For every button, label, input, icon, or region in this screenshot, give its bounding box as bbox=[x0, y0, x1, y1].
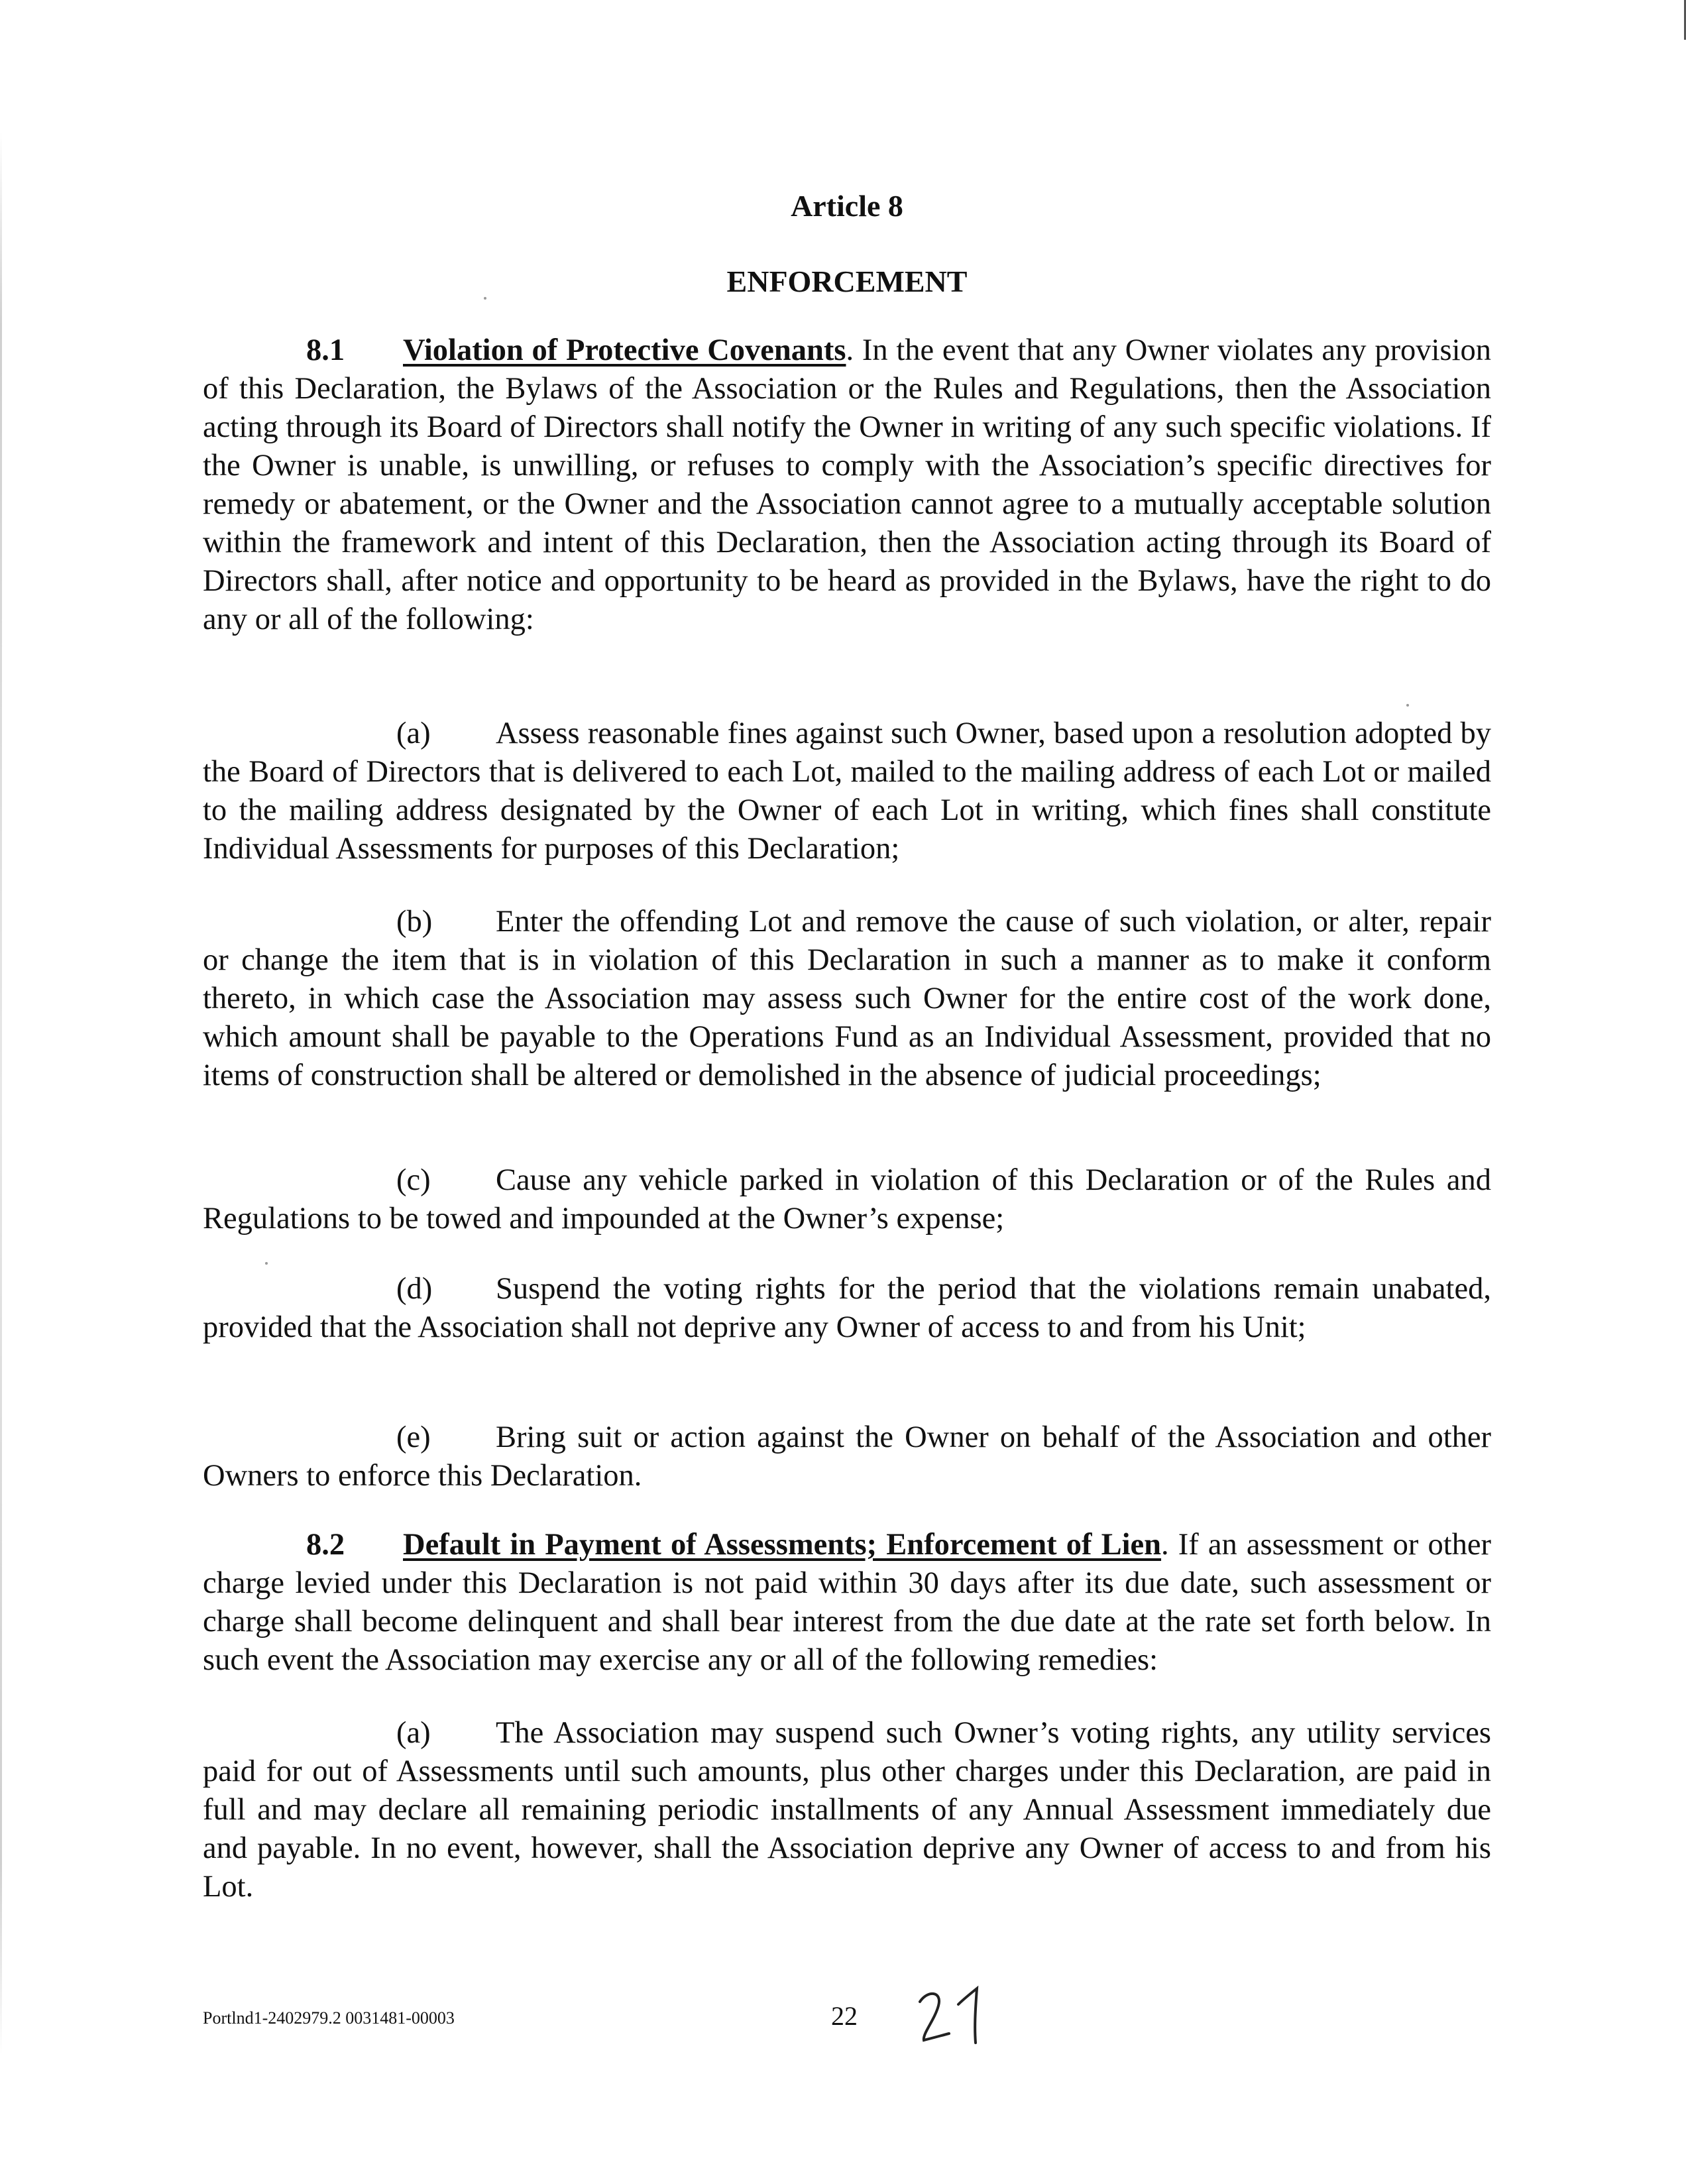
scan-speck bbox=[1406, 704, 1409, 707]
item-label: (a) bbox=[396, 717, 431, 750]
section-intro: . In the event that any Owner violates any provision of this Declaration, the Bylaws of the Association or the Rules and Regulations, then the Association acting through its Board of Directors shall notify the Owner in writing of any such specific violations. If the Owner is unable, is unwilling, or refuses to comply with the Association’s specific directives for remedy or abatement, or the Owner and the Association cannot agree to a mutually acceptable solution within the framework and intent of this Declaration, then the Association acting through its Board of Directors shall, after notice and opportunity to be heard as provided in the Bylaws, have the right to do any or all of the following: bbox=[203, 333, 1491, 636]
item-text: Assess reasonable fines against such Owner, based upon a resolution adopted by the Board of Directors that is delivered to each Lot, mailed to the mailing address of each Lot or mailed to the mailing address designated by the Owner of each Lot in writing, which fines shall constitute Individual Assessments for purposes of this Declaration; bbox=[203, 717, 1491, 866]
section-8-1-paragraph bbox=[203, 331, 1491, 639]
section-8-2-paragraph bbox=[203, 1526, 1491, 1680]
item-label: (a) bbox=[396, 1716, 431, 1750]
page-number: 22 bbox=[831, 2001, 858, 2031]
section-number: 8.1 bbox=[306, 333, 345, 367]
section-intro: . If an assessment or other charge levied under this Declaration is not paid within 30 days after its due date, such assessment or charge shall become delinquent and shall bear interest from the due date at the rate set forth below. In such event the Association may exercise any or all of the following remedies: bbox=[203, 1528, 1491, 1677]
section-8-2-item-a bbox=[203, 1714, 1491, 1906]
item-text: Bring suit or action against the Owner on behalf of the Association and other Owners to enforce this Declaration. bbox=[203, 1420, 1491, 1493]
item-text: Cause any vehicle parked in violation of this Declaration or of the Rules and Regulations to be towed and impounded at the Owner’s expense; bbox=[203, 1163, 1491, 1236]
document-reference: Portlnd1-2402979.2 0031481-00003 bbox=[203, 2008, 455, 2028]
item-text: The Association may suspend such Owner’s voting rights, any utility services paid for out of Assessments until such amounts, plus other charges under this Declaration, are paid in full and may declare all remaining periodic installments of any Annual Assessment immediately due and payable. In no event, however, shall the Association deprive any Owner of access to and from his Lot. bbox=[203, 1716, 1491, 1904]
section-8-1-item-b bbox=[203, 903, 1491, 1095]
article-title: ENFORCEMENT bbox=[726, 264, 968, 298]
section-8-1-item-c bbox=[203, 1161, 1491, 1238]
item-label: (e) bbox=[396, 1420, 431, 1454]
scan-edge-left bbox=[0, 133, 2, 2055]
scan-speck bbox=[265, 1262, 268, 1265]
section-8-1-item-e bbox=[203, 1418, 1491, 1495]
handwritten-page-number bbox=[915, 1982, 994, 2048]
item-text: Suspend the voting rights for the period that the violations remain unabated, provided that the Association shall not deprive any Owner of access to and from his Unit; bbox=[203, 1272, 1491, 1344]
item-text: Enter the offending Lot and remove the cause of such violation, or alter, repair or change the item that is in violation of this Declaration in such a manner as to make it conform thereto, in which case the Association may assess such Owner for the entire cost of the work done, which amount shall be payable to the Operations Fund as an Individual Assessment, provided that no items of construction shall be altered or demolished in the absence of judicial proceedings; bbox=[203, 905, 1491, 1092]
item-label: (c) bbox=[396, 1163, 431, 1197]
section-number: 8.2 bbox=[306, 1528, 345, 1562]
item-label: (b) bbox=[396, 905, 433, 939]
section-title: Violation of Protective Covenants bbox=[403, 333, 846, 367]
article-number: Article 8 bbox=[791, 189, 903, 223]
section-8-1-item-d bbox=[203, 1270, 1491, 1347]
section-title: Default in Payment of Assessments; Enforcement of Lien bbox=[403, 1528, 1162, 1562]
section-8-1-item-a bbox=[203, 715, 1491, 868]
item-label: (d) bbox=[396, 1272, 433, 1306]
